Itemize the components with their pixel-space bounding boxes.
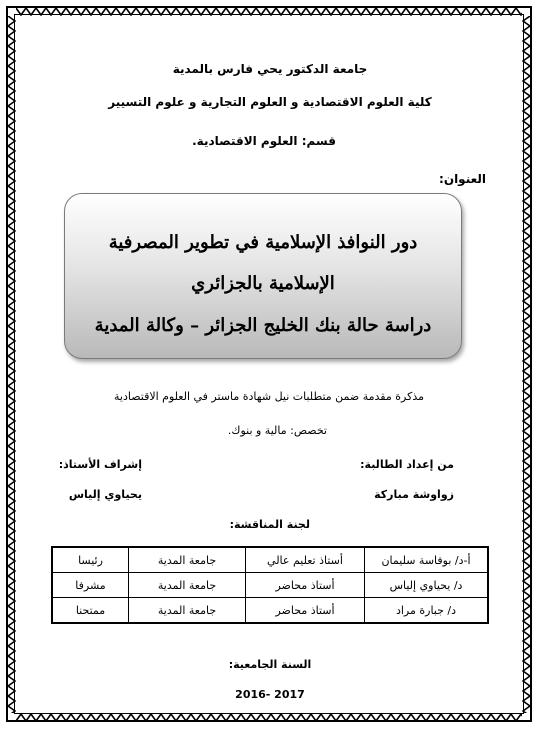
member-rank: أستاذ محاضر <box>246 598 365 624</box>
member-university: جامعة المدية <box>129 598 246 624</box>
member-role: مشرفا <box>52 573 129 598</box>
supervisor-name: يحياوي إلياس <box>68 488 142 501</box>
member-rank: أستاذ تعليم عالي <box>246 547 365 573</box>
member-university: جامعة المدية <box>129 573 246 598</box>
committee-table <box>51 546 489 624</box>
table-row <box>52 598 488 624</box>
faculty-name: كلية العلوم الاقتصادية و العلوم التجارية و علوم التسيير <box>108 95 432 109</box>
member-university: جامعة المدية <box>129 547 246 573</box>
department-name: قسم: العلوم الاقتصادية. <box>192 134 336 148</box>
university-name: جامعة الدكتور يحي فارس بالمدية <box>172 62 368 76</box>
academic-year-label: السنة الجامعية: <box>228 658 312 671</box>
thesis-title-line-3: دراسة حالة بنك الخليج الجزائر – وكالة المدية <box>94 315 432 336</box>
table-row <box>52 573 488 598</box>
member-role: ممتحنا <box>52 598 129 624</box>
decorative-border-right <box>522 16 531 713</box>
decorative-border-top <box>16 7 522 16</box>
prepared-by-label: من إعداد الطالبة: <box>360 458 454 471</box>
table-row <box>52 547 488 573</box>
academic-year: 2016- 2017 <box>235 688 305 701</box>
thesis-title-box <box>64 193 462 359</box>
title-label: العنوان: <box>439 172 486 186</box>
member-name: د/ جبارة مراد <box>365 598 489 624</box>
decorative-border-bottom <box>16 713 522 722</box>
committee-label: لجنة المناقشة: <box>229 518 310 531</box>
member-role: رئيسا <box>52 547 129 573</box>
member-rank: أستاذ محاضر <box>246 573 365 598</box>
decorative-border-left <box>7 16 16 713</box>
member-name: د/ يحياوي إلياس <box>365 573 489 598</box>
thesis-title-line-2: الإسلامية بالجزائري <box>191 273 335 294</box>
member-name: أ-د/ بوفاسة سليمان <box>365 547 489 573</box>
memo-description: مذكرة مقدمة ضمن متطلبات نيل شهادة ماستر في العلوم الاقتصادية <box>114 390 424 403</box>
supervisor-label: إشراف الأستاذ: <box>58 458 142 471</box>
specialty: تخصص: مالية و بنوك. <box>227 424 327 437</box>
thesis-title-line-1: دور النوافذ الإسلامية في تطوير المصرفية <box>108 232 418 253</box>
student-name: زواوشة مباركة <box>374 488 454 501</box>
